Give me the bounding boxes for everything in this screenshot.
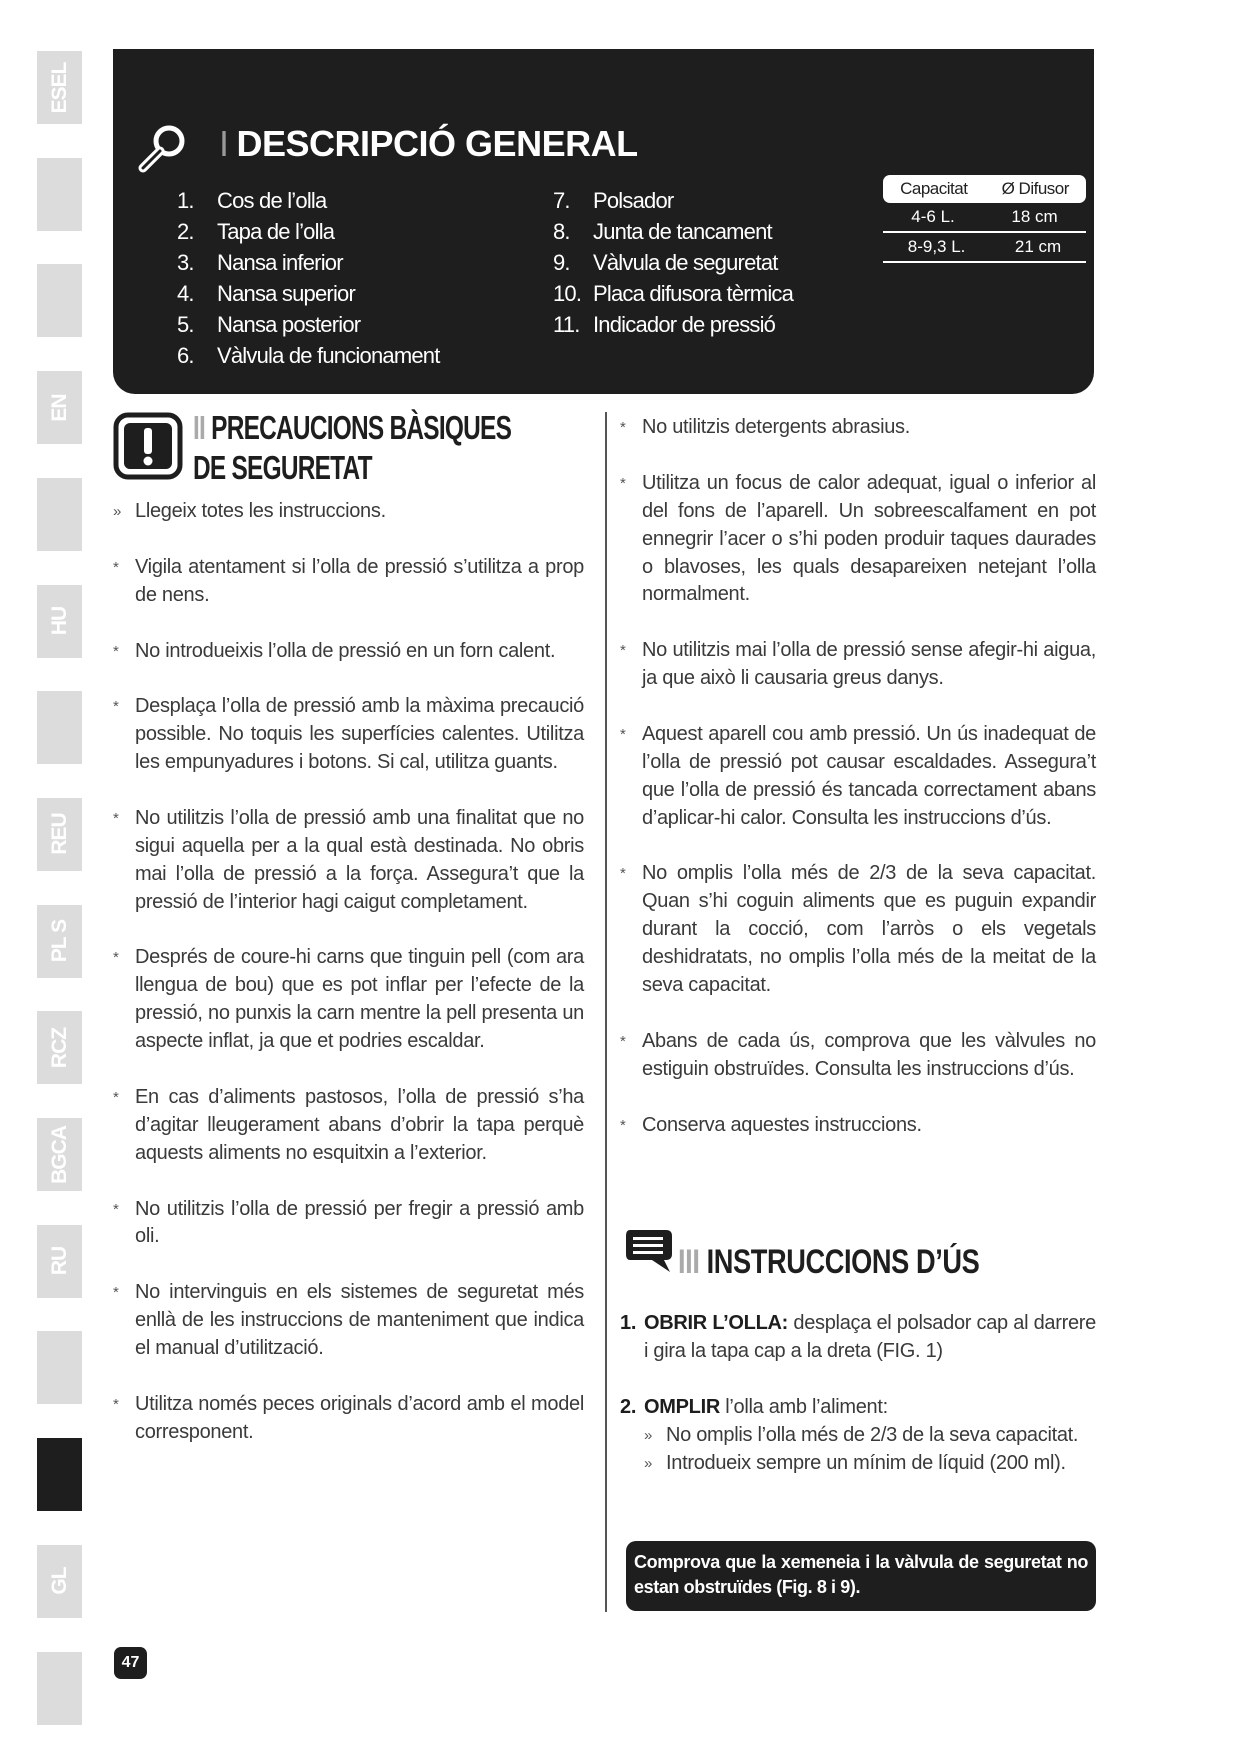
precaution-text: Utilitza només peces originals d’acord amb el model corresponent. [135,1392,584,1443]
language-tab[interactable] [37,1331,82,1404]
warning-icon [113,412,183,480]
tab-label: REU [47,813,71,856]
tab-label: RCZ [47,1027,71,1068]
general-description-panel [113,49,1094,394]
precaution-item [113,944,584,1056]
bullet: * [620,1116,626,1134]
precaution-item [113,554,584,610]
table-row [883,233,1086,263]
precaution-item [113,638,584,666]
tab-label: ESEL [47,62,71,113]
part-number: 9. [553,250,570,275]
precaution-item [113,805,584,917]
bullet: * [113,1395,119,1413]
language-tab[interactable] [37,1118,82,1191]
instructions-list [620,1310,1096,1477]
part-name: Vàlvula de funcionament [217,343,440,368]
precaution-item [113,693,584,777]
page-number: 47 [114,1647,147,1679]
language-tab[interactable] [37,585,82,658]
part-item [177,247,440,278]
bullet: » [644,1426,653,1444]
part-item [553,247,793,278]
part-item [553,185,793,216]
bullet: * [113,949,119,967]
table-row [883,203,1086,233]
precaution-item [620,1028,1096,1084]
step-number: 2. [620,1395,637,1418]
precaution-item [113,1196,584,1252]
step-label: OBRIR L’OLLA: [644,1312,788,1334]
bullet: * [620,725,626,743]
part-item [177,309,440,340]
bullet: * [113,1088,119,1106]
bullet: * [113,1200,119,1218]
bullet: » [113,503,122,520]
language-tab[interactable] [37,1545,82,1618]
sub-item [620,1422,1096,1450]
sub-item [620,1450,1096,1478]
language-tab[interactable] [37,691,82,764]
sub-text: No omplis l’olla més de 2/3 de la seva capacitat. [666,1423,1079,1446]
precautions-right-column [620,414,1096,1167]
part-name: Cos de l’olla [217,188,327,213]
sub-text: Introdueix sempre un mínim de líquid (200 ml). [666,1451,1066,1474]
column-divider [605,412,607,1612]
bullet: * [620,474,626,492]
part-number: 10. [553,281,582,306]
precaution-text: No introdueixis l’olla de pressió en un forn calent. [135,639,556,662]
precaution-text: Conserva aquestes instruccions. [642,1113,922,1136]
precaution-item [113,1084,584,1168]
language-tab[interactable] [37,478,82,551]
precaution-text: En cas d’aliments pastosos, l’olla de pressió s’ha d’agitar lleugerament abans d’obrir la tapa perquè aquests aliments no esquitxin a l’exterior. [135,1085,584,1164]
part-item [177,185,440,216]
section-number: I [219,123,229,164]
language-tab[interactable] [37,1011,82,1084]
part-number: 8. [553,219,570,244]
precaution-item [620,1112,1096,1140]
part-number: 11. [553,312,580,337]
precaution-text: Llegeix totes les instruccions. [135,500,386,522]
precaution-text: No intervinguis en els sistemes de seguretat més enllà de les instruccions de manteniment que indica el manual d’utilització. [135,1281,584,1360]
bullet: * [113,809,119,827]
step-1 [620,1310,1096,1366]
part-number: 1. [177,188,194,213]
precaution-item [113,498,584,526]
part-name: Nansa inferior [217,250,343,275]
step-label: OMPLIR [644,1395,720,1418]
language-tab[interactable] [37,798,82,871]
precaution-text: No utilitzis l’olla de pressió per fregir a pressió amb oli. [135,1197,584,1248]
bullet: * [113,1284,119,1302]
section-number: II [193,409,206,446]
language-tab[interactable] [37,1652,82,1725]
bullet: * [620,419,626,436]
precautions-left-column [113,498,584,1475]
precaution-item [620,637,1096,693]
precaution-text: Vigila atentament si l’olla de pressió s’utilitza a prop de nens. [135,555,584,606]
tab-label: PL S [47,919,71,963]
tab-label: BGCA [47,1125,71,1184]
language-tab[interactable] [37,1438,82,1511]
bullet: * [113,642,119,660]
title-text: DESCRIPCIÓ GENERAL [236,123,638,164]
language-tab[interactable] [37,905,82,978]
part-name: Junta de tancament [593,219,772,244]
precaution-item [620,860,1096,1000]
tab-label: GL [47,1567,71,1595]
precautions-heading [193,408,511,488]
bullet: * [113,698,119,716]
tab-label: EN [47,394,71,422]
step-text: desplaça el polsador cap al darrere i gira la tapa cap a la dreta (FIG. 1) [644,1312,1096,1362]
heading-line: DE SEGURETAT [193,449,372,486]
precaution-text: No utilitzis l’olla de pressió amb una finalitat que no sigui aquella per a la qual està destinada. No obris mai l’olla de pressió a la força. Assegura’t que la pressió de l’interior hagi caigut completament. [135,806,584,913]
bullet: * [620,1032,626,1050]
precaution-text: Després de coure-hi carns que tinguin pell (com ara llengua de bou) que es pot inflar per l’efecte de la pressió, no punxis la carn mentre la pell presenta un aspecte inflat, ja que et podries escaldar. [135,946,584,1053]
part-name: Nansa posterior [217,312,361,337]
part-number: 3. [177,250,194,275]
cell: 8-9,3 L. [907,237,966,256]
speech-bubble-icon [624,1228,674,1274]
step-number: 1. [620,1312,637,1334]
part-item [177,278,440,309]
bullet: * [620,642,626,660]
precaution-item [620,470,1096,610]
bullet: » [644,1454,653,1472]
language-tab[interactable] [37,1225,82,1298]
part-name: Indicador de pressió [593,312,776,337]
part-item [553,278,793,309]
cell: 21 cm [1014,237,1062,256]
precaution-item [620,721,1096,833]
part-number: 7. [553,188,570,213]
capacity-table [883,175,1086,263]
tab-label: HU [47,606,71,636]
precaution-text: No utilitzis detergents abrasius. [642,416,911,438]
table-header [883,175,1086,203]
precaution-item [620,414,1096,442]
part-item [553,216,793,247]
warning-note: Comprova que la xemeneia i la vàlvula de seguretat no estan obstruïdes (Fig. 8 i 9). [626,1541,1096,1611]
part-item [553,309,793,340]
part-number: 6. [177,343,194,368]
precaution-text: Desplaça l’olla de pressió amb la màxima precaució possible. No toquis les superfícies calentes. Utilitza les empunyadures i botons. Si cal, utilitza guants. [135,695,584,774]
col-header: Capacitat [900,179,968,198]
part-number: 4. [177,281,194,306]
precaution-item [113,1279,584,1363]
precaution-text: No utilitzis mai l’olla de pressió sense afegir-hi aigua, ja que això li causaria greus danys. [642,639,1096,690]
bullet: * [113,558,119,576]
heading-text: INSTRUCCIONS D’ÚS [706,1243,980,1281]
heading-line: PRECAUCIONS BÀSIQUES [211,409,512,446]
part-name: Tapa de l’olla [217,219,335,244]
part-item [177,216,440,247]
col-header: Ø Difusor [1001,179,1069,198]
cell: 4-6 L. [911,207,955,226]
part-item [177,340,440,371]
part-name: Placa difusora tèrmica [593,281,794,306]
precaution-text: No omplis l’olla més de 2/3 de la seva capacitat. Quan s’hi coguin aliments que es puguin expandir durant la cocció, com l’arròs o els vegetals deshidratats, no omplis l’olla més de la meitat de la seva capacitat. [642,862,1096,997]
section-title [219,123,638,165]
part-name: Vàlvula de seguretat [593,250,778,275]
precaution-item [113,1391,584,1447]
precaution-text: Utilitza un focus de calor adequat, igual o inferior al del fons de l’aparell. Un sobreescalfament en pot ennegrir l’acer o s’hi poden produir taques daurades o blavoses, les quals desapareixen netejant l’olla normalment. [642,471,1096,606]
magnifier-icon [135,121,191,177]
part-name: Nansa superior [217,281,355,306]
parts-list-1 [177,185,440,371]
language-tab[interactable] [37,51,82,124]
instructions-heading [678,1242,979,1282]
step-2 [620,1394,1096,1422]
tab-label: RU [47,1247,71,1276]
language-tab[interactable] [37,158,82,231]
language-tab[interactable] [37,371,82,444]
part-number: 5. [177,312,194,337]
bullet: * [620,865,626,883]
parts-list-2 [553,185,793,340]
part-number: 2. [177,219,194,244]
cell: 18 cm [1011,207,1058,226]
section-number: III [678,1243,700,1281]
precaution-text: Abans de cada ús, comprova que les vàlvules no estiguin obstruïdes. Consulta les instruccions d’ús. [642,1029,1096,1080]
precaution-text: Aquest aparell cou amb pressió. Un ús inadequat de l’olla de pressió pot causar escaldades. Assegura’t que l’olla de pressió és tancada correctament abans d’aplicar-hi calor. Consulta les instruccions d’ús. [642,722,1096,829]
step-text: l’olla amb l’aliment: [719,1395,888,1418]
language-tab[interactable] [37,264,82,337]
part-name: Polsador [593,188,674,213]
